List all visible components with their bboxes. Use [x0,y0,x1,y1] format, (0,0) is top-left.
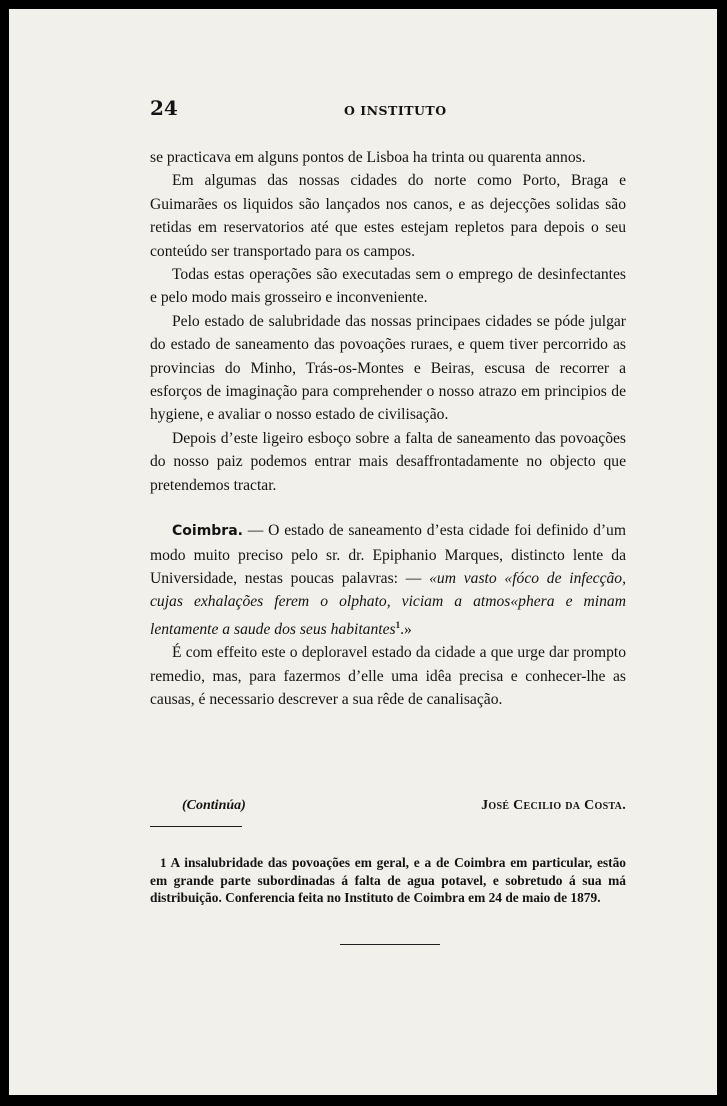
bottom-rule [340,944,440,945]
paragraph-2: Em algumas das nossas cidades do norte como Porto, Braga e Guimarães os liquidos são lançados nos canos, e as dejecções solidas são retidas em reservatorios até que estes estejam repletos para depois o seu conteúdo ser transportado para os campos. [150,172,626,260]
paragraph-3: Todas estas operações são executadas sem o emprego de desinfectantes e pelo modo mais grosseiro e inconveniente. [150,266,626,307]
author-signature: José Cecilio da Costa. [481,798,626,813]
paragraph-1: se practicava em alguns pontos de Lisboa ha trinta ou quarenta annos. [150,149,586,166]
signature-line [150,798,626,818]
paragraph-5: Depois d’este ligeiro esboço sobre a falta de saneamento das povoações do nosso paiz podemos entrar mais desaffrontadamente no objecto que pretendemos tractar. [150,429,626,494]
quotation: «um vasto «fóco de infecção, cujas exhalações ferem o olphato, viciam a atmos«phera e minam lentamente a saude dos seus habitantes [150,569,626,638]
continua-label: (Continúa) [182,798,246,813]
section-heading-coimbra: Coimbra. [172,523,243,540]
paragraph-4: Pelo estado de salubridade das nossas principaes cidades se póde julgar do estado de saneamento das povoações ruraes, e quem tiver percorrido as provincias do Minho, Trás-os-Montes e Beiras, escusa de recorrer a esforços de imaginação para comprehender o nosso atrazo em principios de hygiene, e avaliar o nosso estado de civilisação. [150,312,626,424]
quotation-end: .» [400,620,412,638]
page-header [150,96,620,122]
footnote-divider [150,826,242,827]
footnote-text: A insalubridade das povoações em geral, e a de Coimbra em particular, estão em grande parte subordinadas á falta de agua potavel, e sobretudo á sua má distribuição. Conferencia feita no Instituto de Coimbra em 24 de maio de 1879. [150,855,626,906]
paragraph-coimbra-text: — O estado de saneamento d’esta cidade foi definido d’um modo muito preciso pelo sr. dr. Epiphanio Marques, distincto lente da Universidade, nestas poucas palavras: — [150,522,626,587]
article-body [150,146,626,712]
footnote [150,854,626,907]
page-number: 24 [150,96,178,120]
paragraph-7: É com effeito este o deploravel estado da cidade a que urge dar prompto remedio, mas, para fazermos d’elle uma idêa precisa e conhecer-lhe as causas, é necessario descrever a sua rêde de canalisação. [150,644,626,709]
paragraph-coimbra [150,519,626,641]
footnote-reference: 1 [395,619,401,630]
running-title: O INSTITUTO [344,103,447,118]
footnote-mark: 1 [160,855,167,870]
